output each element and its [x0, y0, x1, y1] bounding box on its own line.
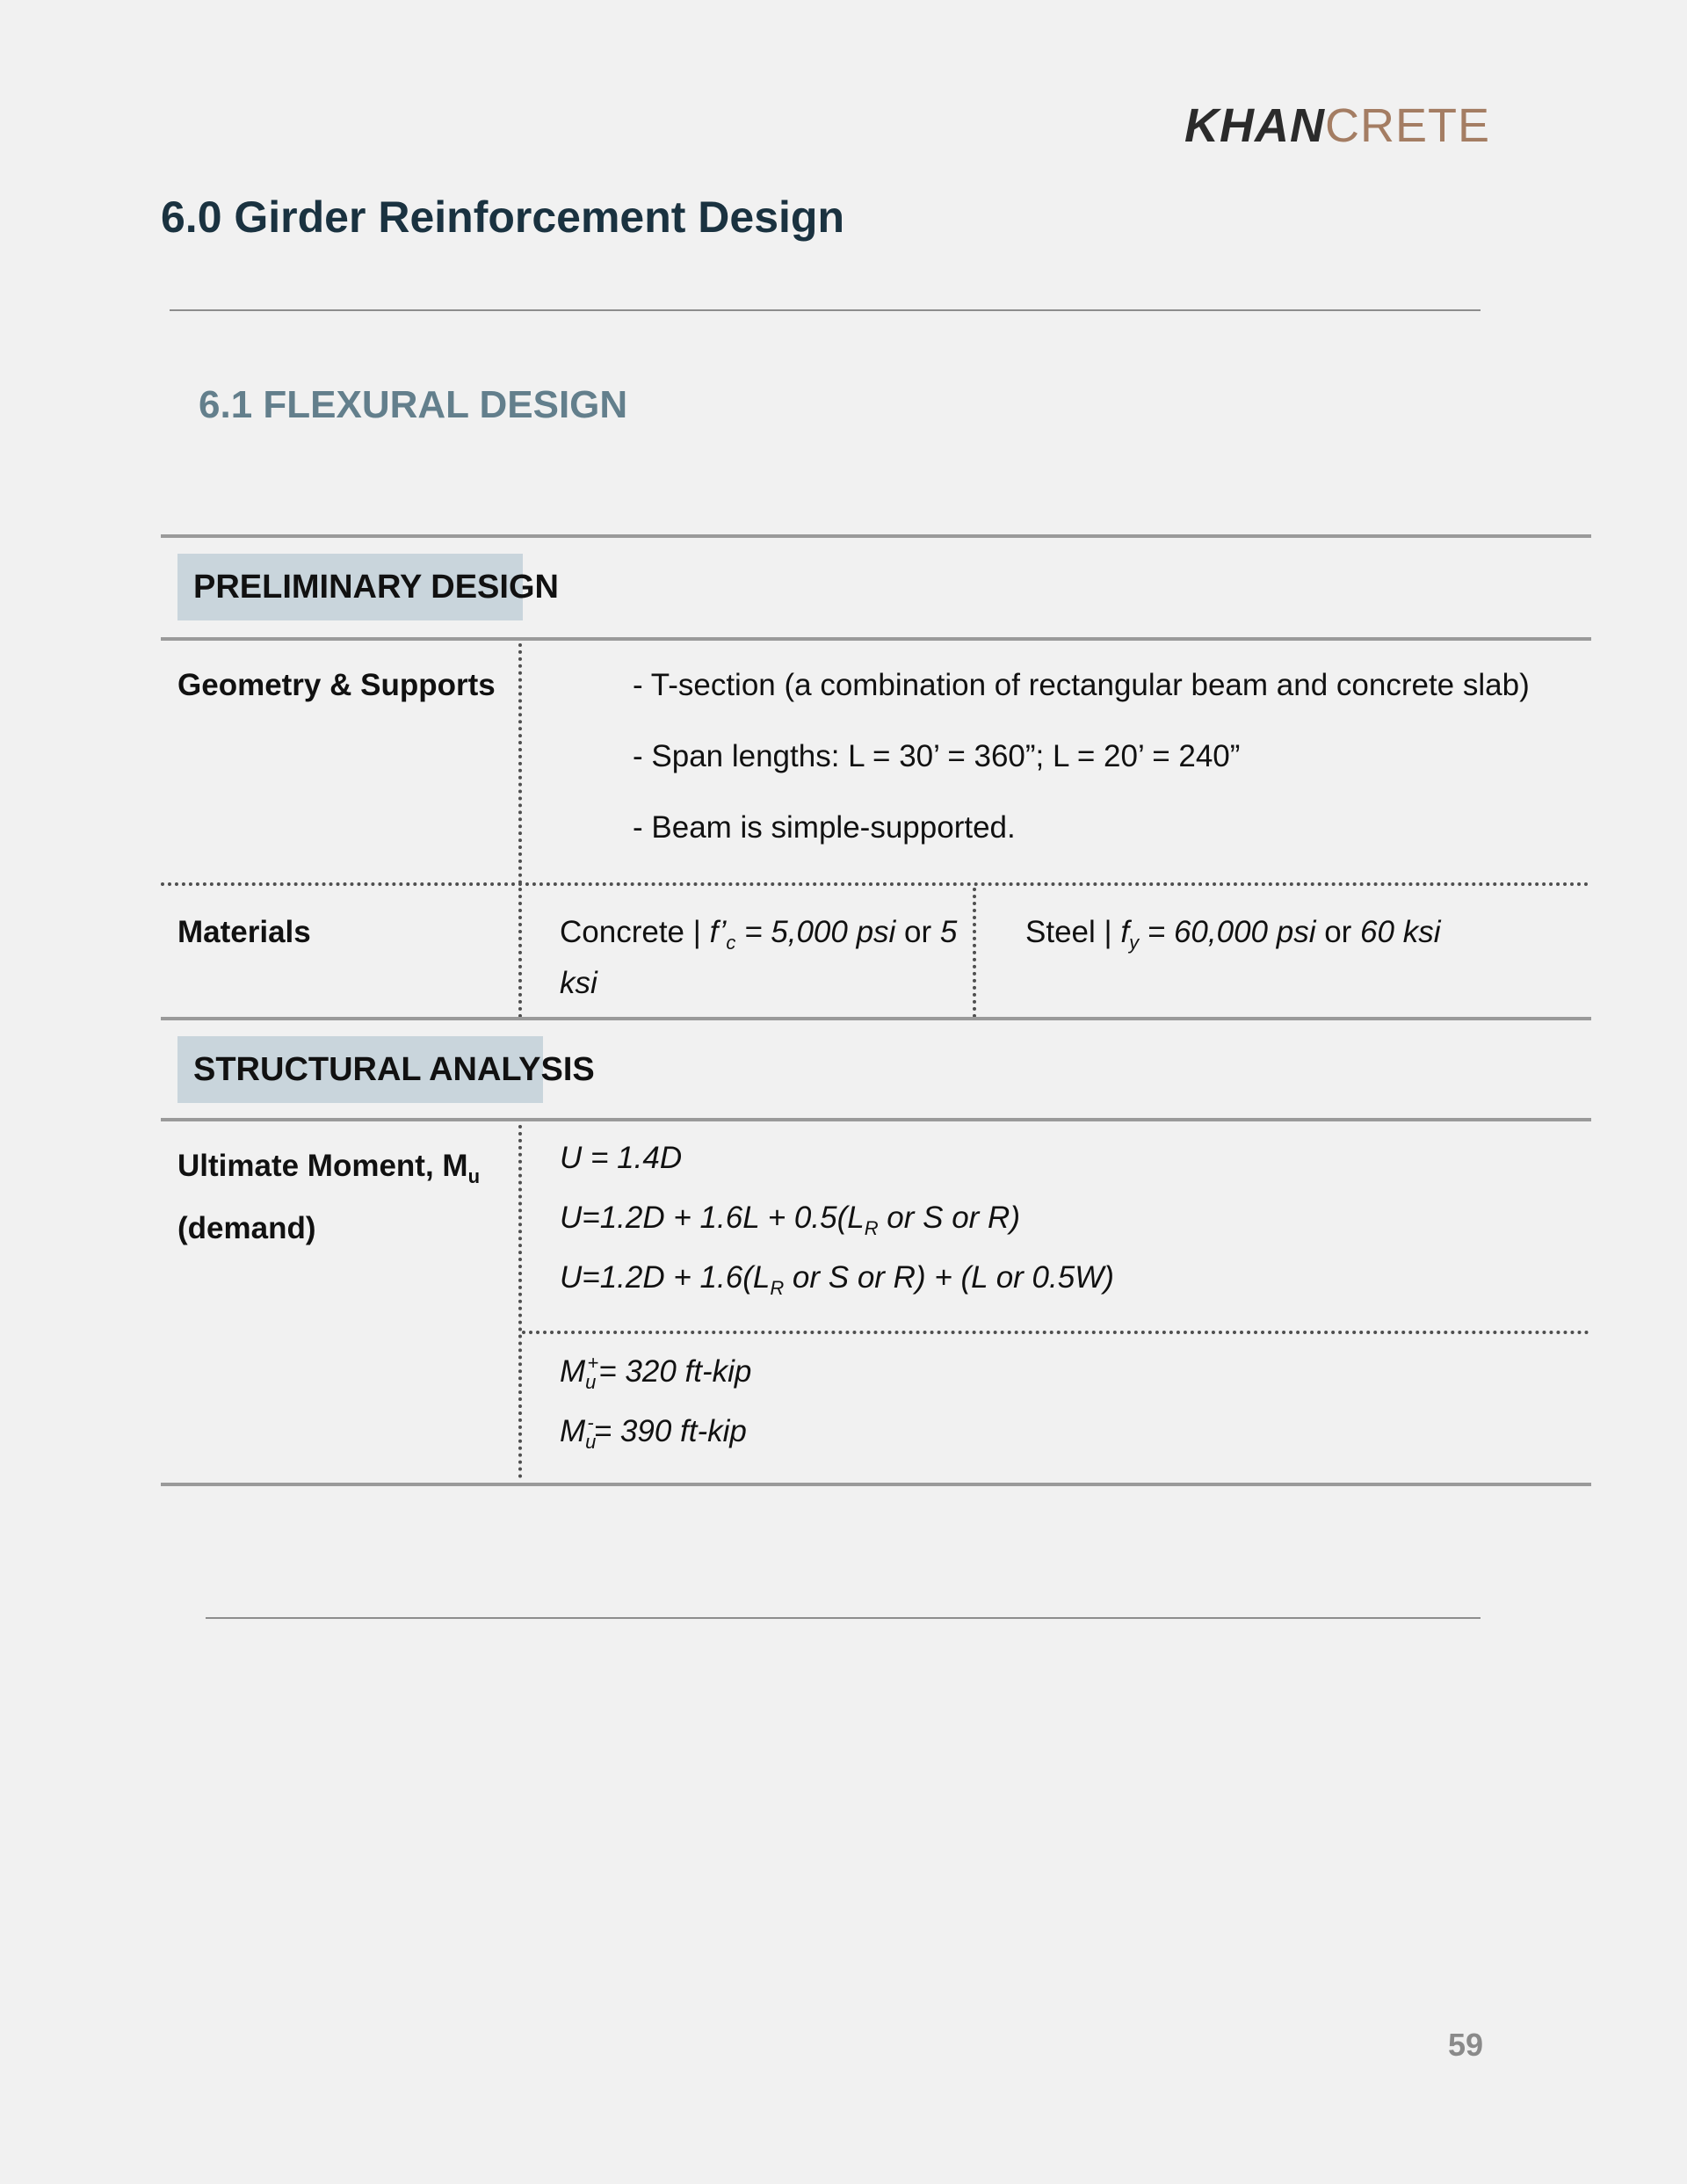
geometry-item: - Beam is simple-supported. [633, 810, 1016, 845]
steel-alt: 60 ksi [1360, 915, 1441, 949]
moment-negative [560, 1411, 747, 1454]
page-number: 59 [1448, 2027, 1484, 2063]
mu-pos-sup: + [587, 1352, 599, 1374]
geometry-item: - T-section (a combination of rectangular beam and concrete slab) [633, 668, 1530, 702]
load-combo-3-sub: R [770, 1277, 785, 1299]
structural-analysis-header: STRUCTURAL ANALYSIS [177, 1036, 543, 1103]
mu-neg-m: M [560, 1414, 586, 1448]
concrete-spec [560, 915, 957, 954]
logo-bold: KHAN [1184, 99, 1325, 152]
geometry-label: Geometry & Supports [177, 668, 496, 702]
steel-value: = 60,000 psi [1139, 915, 1316, 949]
mu-neg-sub: u [585, 1431, 597, 1453]
company-logo [1184, 98, 1490, 153]
moment-column-divider [518, 1125, 522, 1478]
steel-f: f [1120, 915, 1130, 949]
preliminary-header-rule [161, 637, 1591, 641]
concrete-prefix: Concrete | [560, 915, 710, 949]
mu-pos-m: M [560, 1354, 586, 1389]
steel-spec [1025, 915, 1440, 954]
mu-pos-value: = 320 ft-kip [598, 1354, 752, 1389]
load-combo-3-a: U=1.2D + 1.6(L [560, 1260, 771, 1295]
concrete-f: f’ [709, 915, 727, 949]
mu-pos-sub: u [585, 1371, 597, 1393]
load-combo-3 [560, 1260, 1114, 1300]
geometry-column-divider [518, 643, 522, 884]
load-combo-2 [560, 1201, 1020, 1240]
concrete-f-sub: c [726, 932, 736, 954]
load-combo-1: U = 1.4D [560, 1141, 683, 1175]
concrete-alt: 5 [939, 915, 958, 949]
materials-column-divider [518, 888, 522, 1018]
mu-neg-value: = 390 ft-kip [593, 1414, 747, 1448]
preliminary-bottom-rule [161, 1017, 1591, 1020]
ultimate-moment-label-main: Ultimate Moment, M [177, 1149, 468, 1183]
materials-inner-divider [973, 888, 976, 1018]
steel-or: or [1315, 915, 1361, 949]
steel-prefix: Steel | [1025, 915, 1121, 949]
ultimate-moment-label-sub: u [467, 1165, 481, 1187]
materials-label: Materials [177, 915, 311, 949]
load-combo-2-b: or S or R) [878, 1201, 1020, 1235]
moment-positive [560, 1352, 751, 1394]
concrete-alt-unit: ksi [560, 966, 597, 1000]
load-combo-2-sub: R [864, 1217, 879, 1239]
ultimate-moment-label [177, 1149, 480, 1188]
load-combo-3-b: or S or R) + (L or 0.5W) [784, 1260, 1114, 1295]
concrete-value: = 5,000 psi [735, 915, 896, 949]
chapter-title: 6.0 Girder Reinforcement Design [161, 192, 845, 242]
geometry-item: - Span lengths: L = 30’ = 360”; L = 20’ = 240” [633, 739, 1241, 773]
section-title: 6.1 FLEXURAL DESIGN [199, 383, 628, 426]
preliminary-design-header: PRELIMINARY DESIGN [177, 554, 523, 620]
table-bottom-rule [161, 1483, 1591, 1486]
structural-header-rule [161, 1118, 1591, 1121]
logo-light: CRETE [1325, 99, 1491, 152]
title-divider [170, 309, 1481, 311]
footer-divider [206, 1617, 1481, 1619]
load-combo-2-a: U=1.2D + 1.6L + 0.5(L [560, 1201, 865, 1235]
table-top-rule [161, 534, 1591, 538]
geometry-row-divider [161, 882, 1589, 886]
demand-label: (demand) [177, 1211, 316, 1245]
concrete-or: or [895, 915, 940, 949]
mu-neg-sup: - [587, 1411, 594, 1433]
steel-f-sub: y [1129, 932, 1140, 954]
moment-inner-divider [522, 1331, 1589, 1334]
